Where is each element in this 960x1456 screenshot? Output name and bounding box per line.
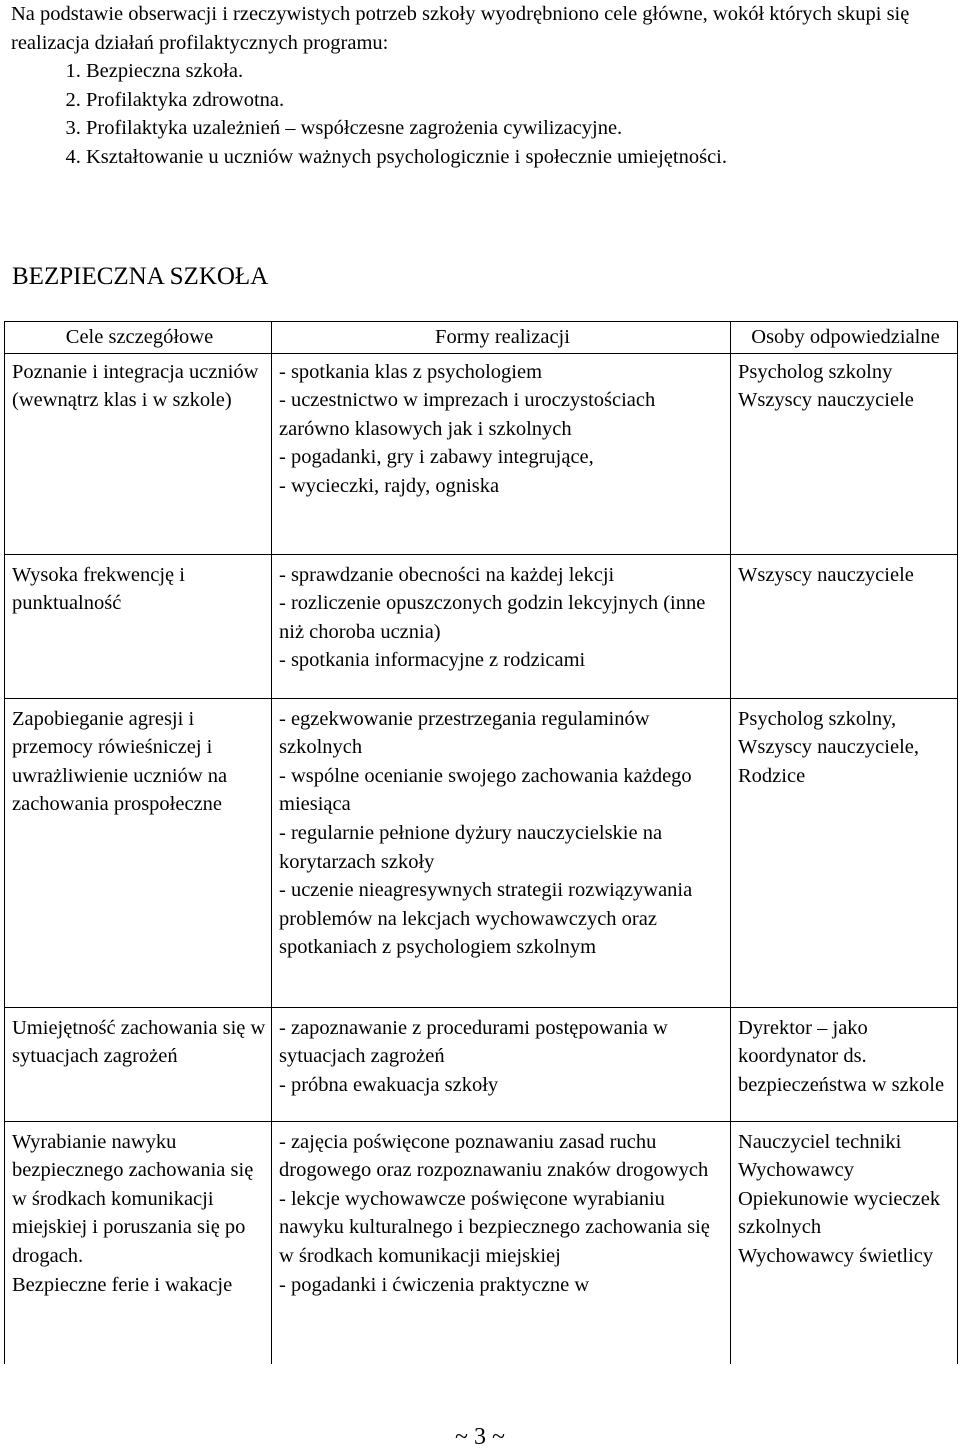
main-goals-list: [11, 57, 951, 171]
table-row: [5, 698, 958, 1007]
header-goals: Cele szczegółowe: [5, 322, 272, 354]
form-item: - wycieczki, rajdy, ogniska: [279, 474, 500, 497]
responsible-item: Psycholog szkolny,: [738, 707, 897, 730]
main-goal-item: 1. Bezpieczna szkoła.: [86, 57, 951, 86]
goal-cell: [5, 698, 272, 1007]
form-item: - lekcje wychowawcze poświęcone wyrabianiu nawyku kulturalnego i bezpiecznego zachowania się w środkach komunikacji miejskiej: [279, 1187, 710, 1267]
forms-cell: [272, 353, 731, 554]
section-title: BEZPIECZNA SZKOŁA: [12, 263, 269, 290]
responsible-item: Dyrektor – jako koordynator ds. bezpieczeństwa w szkole: [738, 1016, 945, 1096]
responsible-item: Wychowawcy świetlicy: [738, 1244, 934, 1267]
main-goal-item: 4. Kształtowanie u uczniów ważnych psychologicznie i społecznie umiejętności.: [86, 143, 951, 172]
form-item: - spotkania informacyjne z rodzicami: [279, 649, 586, 672]
responsible-item: Psycholog szkolny: [738, 360, 893, 383]
form-item: - zapoznawanie z procedurami postępowania w sytuacjach zagrożeń: [279, 1016, 668, 1068]
form-item: - uczenie nieagresywnych strategii rozwiązywania problemów na lekcjach wychowawczych oraz spotkaniach z psychologiem szkolnym: [279, 879, 693, 959]
table-row: [5, 353, 958, 554]
form-item: - próbna ewakuacja szkoły: [279, 1073, 499, 1096]
form-item: - zajęcia poświęcone poznawaniu zasad ruchu drogowego oraz rozpoznawaniu znaków drogowych: [279, 1130, 709, 1182]
goal-text: Wysoka frekwencję i punktualność: [12, 563, 185, 615]
forms-cell: [272, 554, 731, 698]
responsible-item: Wszyscy nauczyciele: [738, 389, 914, 412]
responsible-cell: [731, 1121, 958, 1364]
responsible-item: Rodzice: [738, 764, 806, 787]
form-item: - regularnie pełnione dyżury nauczycielskie na korytarzach szkoły: [279, 821, 663, 873]
responsible-cell: [731, 353, 958, 554]
responsible-item: Opiekunowie wycieczek szkolnych: [738, 1187, 941, 1239]
form-item: - egzekwowanie przestrzegania regulaminów szkolnych: [279, 707, 650, 759]
main-goal-item: 2. Profilaktyka zdrowotna.: [86, 86, 951, 115]
responsible-cell: [731, 698, 958, 1007]
intro-text: Na podstawie obserwacji i rzeczywistych potrzeb szkoły wyodrębniono cele główne, wokół których skupi się realizacja działań profilaktycznych programu:: [11, 3, 910, 54]
goal-cell: [5, 1007, 272, 1121]
responsible-cell: [731, 1007, 958, 1121]
form-item: - rozliczenie opuszczonych godzin lekcyjnych (inne niż choroba ucznia): [279, 592, 706, 643]
form-item: - uczestnictwo w imprezach i uroczystościach zarówno klasowych jak i szkolnych: [279, 389, 656, 440]
header-responsible: Osoby odpowiedzialne: [731, 322, 958, 354]
goal-cell: [5, 353, 272, 554]
intro-section: [11, 0, 951, 171]
responsible-item: Wszyscy nauczyciele,: [738, 736, 919, 759]
header-forms: Formy realizacji: [272, 322, 731, 354]
page-number: ~ 3 ~: [455, 1424, 505, 1450]
goal-text: Poznanie i integracja uczniów (wewnątrz klas i w szkole): [12, 360, 259, 412]
goal-text: Wyrabianie nawyku bezpiecznego zachowania się w środkach komunikacji miejskiej i poruszania się po drogach.: [12, 1130, 254, 1267]
goal-text: Bezpieczne ferie i wakacje: [12, 1273, 233, 1296]
responsible-cell: [731, 554, 958, 698]
table-row: [5, 1121, 958, 1364]
form-item: - pogadanki, gry i zabawy integrujące,: [279, 446, 594, 469]
responsible-item: Wychowawcy: [738, 1159, 855, 1182]
goal-cell: [5, 1121, 272, 1364]
form-item: - sprawdzanie obecności na każdej lekcji: [279, 563, 615, 586]
main-goal-item: 3. Profilaktyka uzależnień – współczesne zagrożenia cywilizacyjne.: [86, 114, 951, 143]
forms-cell: [272, 1007, 731, 1121]
program-table: [4, 321, 958, 1364]
table-header-row: [5, 322, 958, 354]
goal-cell: [5, 554, 272, 698]
responsible-item: Nauczyciel techniki: [738, 1130, 902, 1153]
table-row: [5, 1007, 958, 1121]
goal-text: Zapobieganie agresji i przemocy rówieśniczej i uwrażliwienie uczniów na zachowania prospołeczne: [12, 707, 228, 816]
form-item: - pogadanki i ćwiczenia praktyczne w: [279, 1273, 590, 1296]
responsible-item: Wszyscy nauczyciele: [738, 563, 914, 586]
table-row: [5, 554, 958, 698]
form-item: - wspólne ocenianie swojego zachowania każdego miesiąca: [279, 764, 692, 816]
goal-text: Umiejętność zachowania się w sytuacjach zagrożeń: [12, 1016, 266, 1068]
forms-cell: [272, 698, 731, 1007]
forms-cell: [272, 1121, 731, 1364]
form-item: - spotkania klas z psychologiem: [279, 360, 543, 383]
